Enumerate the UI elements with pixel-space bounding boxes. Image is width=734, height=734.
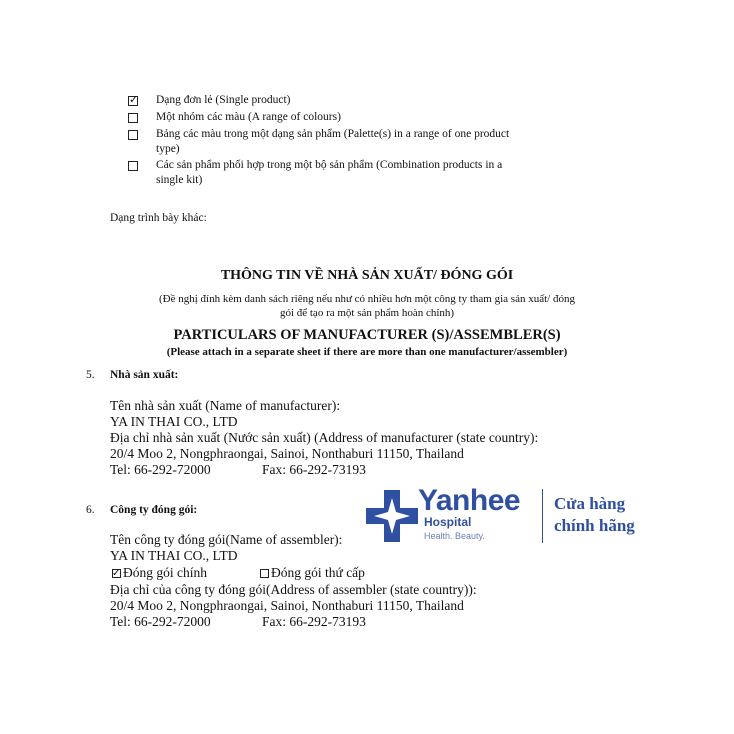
option-checkbox-combination[interactable] [128,161,138,171]
logo-shop-line1: Cửa hàng [554,494,626,513]
option-checkbox-range[interactable] [128,113,138,123]
assembler-tel: Tel: 66-292-72000 [110,614,211,629]
primary-packaging-checkbox[interactable] [112,569,121,578]
other-format-label: Dạng trình bày khác: [110,212,207,224]
option-checkbox-palette[interactable] [128,130,138,140]
logo-brand: Yanhee [418,484,521,517]
manufacturer-name-value: YA IN THAI CO., LTD [110,414,238,429]
assembler-fax: Fax: 66-292-73193 [262,614,366,629]
option-checkbox-single[interactable] [128,96,138,106]
assembler-name-value: YA IN THAI CO., LTD [110,548,238,563]
manufacturer-tel: Tel: 66-292-72000 [110,462,211,477]
assembler-address-label: Địa chỉ của công ty đóng gói(Address of assembler (state country)): [110,582,477,597]
logo-shop-line2: chính hãng [554,516,635,535]
manufacturer-heading: Nhà sản xuất: [110,369,179,381]
manufacturer-fax: Fax: 66-292-73193 [262,462,366,477]
section-note-en: (Please attach in a separate sheet if there are more than one manufacturer/assembler) [166,346,568,358]
section-title-vi: THÔNG TIN VỀ NHÀ SẢN XUẤT/ ĐÓNG GÓI [220,268,514,283]
assembler-heading: Công ty đóng gói: [110,504,198,516]
assembler-primary-option [112,565,207,582]
option-label-range: Một nhóm các màu (A range of colours) [156,111,341,123]
option-label-palette: Bảng các màu trong một dạng sản phẩm (Palette(s) in a range of one product [156,128,510,140]
option-label-combination: Các sản phẩm phối hợp trong một bộ sản phẩm (Combination products in a [156,159,503,171]
secondary-packaging-label: Đóng gói thứ cấp [271,565,365,580]
yanhee-logo [366,484,656,547]
logo-tagline: Health. Beauty. [424,531,485,541]
manufacturer-name-label: Tên nhà sản xuất (Name of manufacturer): [110,398,341,413]
assembler-name-label: Tên công ty đóng gói(Name of assembler): [110,532,343,547]
section-note-vi-line1: (Đề nghị đính kèm danh sách riêng nếu như có nhiều hơn một công ty tham gia sản xuất/ đóng [159,293,575,305]
assembler-number: 6. [86,504,95,516]
option-label-single: Dạng đơn lẻ (Single product) [156,94,291,106]
section-note-vi-line2: gói để tạo ra một sản phẩm hoàn chỉnh) [279,307,455,319]
logo-sub: Hospital [424,515,472,529]
option-label-palette-cont: type) [156,143,180,155]
secondary-packaging-checkbox[interactable] [260,569,269,578]
primary-packaging-label: Đóng gói chính [123,565,207,580]
section-title-en: PARTICULARS OF MANUFACTURER (S)/ASSEMBLER(S) [173,327,561,343]
medical-cross-icon [366,490,418,542]
logo-divider [542,489,543,543]
manufacturer-number: 5. [86,369,95,381]
assembler-secondary-option [260,565,365,582]
manufacturer-address-value: 20/4 Moo 2, Nongphraongai, Sainoi, Nonthaburi 11150, Thailand [110,446,464,461]
option-label-combination-cont: single kit) [156,174,203,186]
assembler-address-value: 20/4 Moo 2, Nongphraongai, Sainoi, Nonthaburi 11150, Thailand [110,598,464,613]
manufacturer-address-label: Địa chỉ nhà sản xuất (Nước sản xuất) (Address of manufacturer (state country): [110,430,539,445]
